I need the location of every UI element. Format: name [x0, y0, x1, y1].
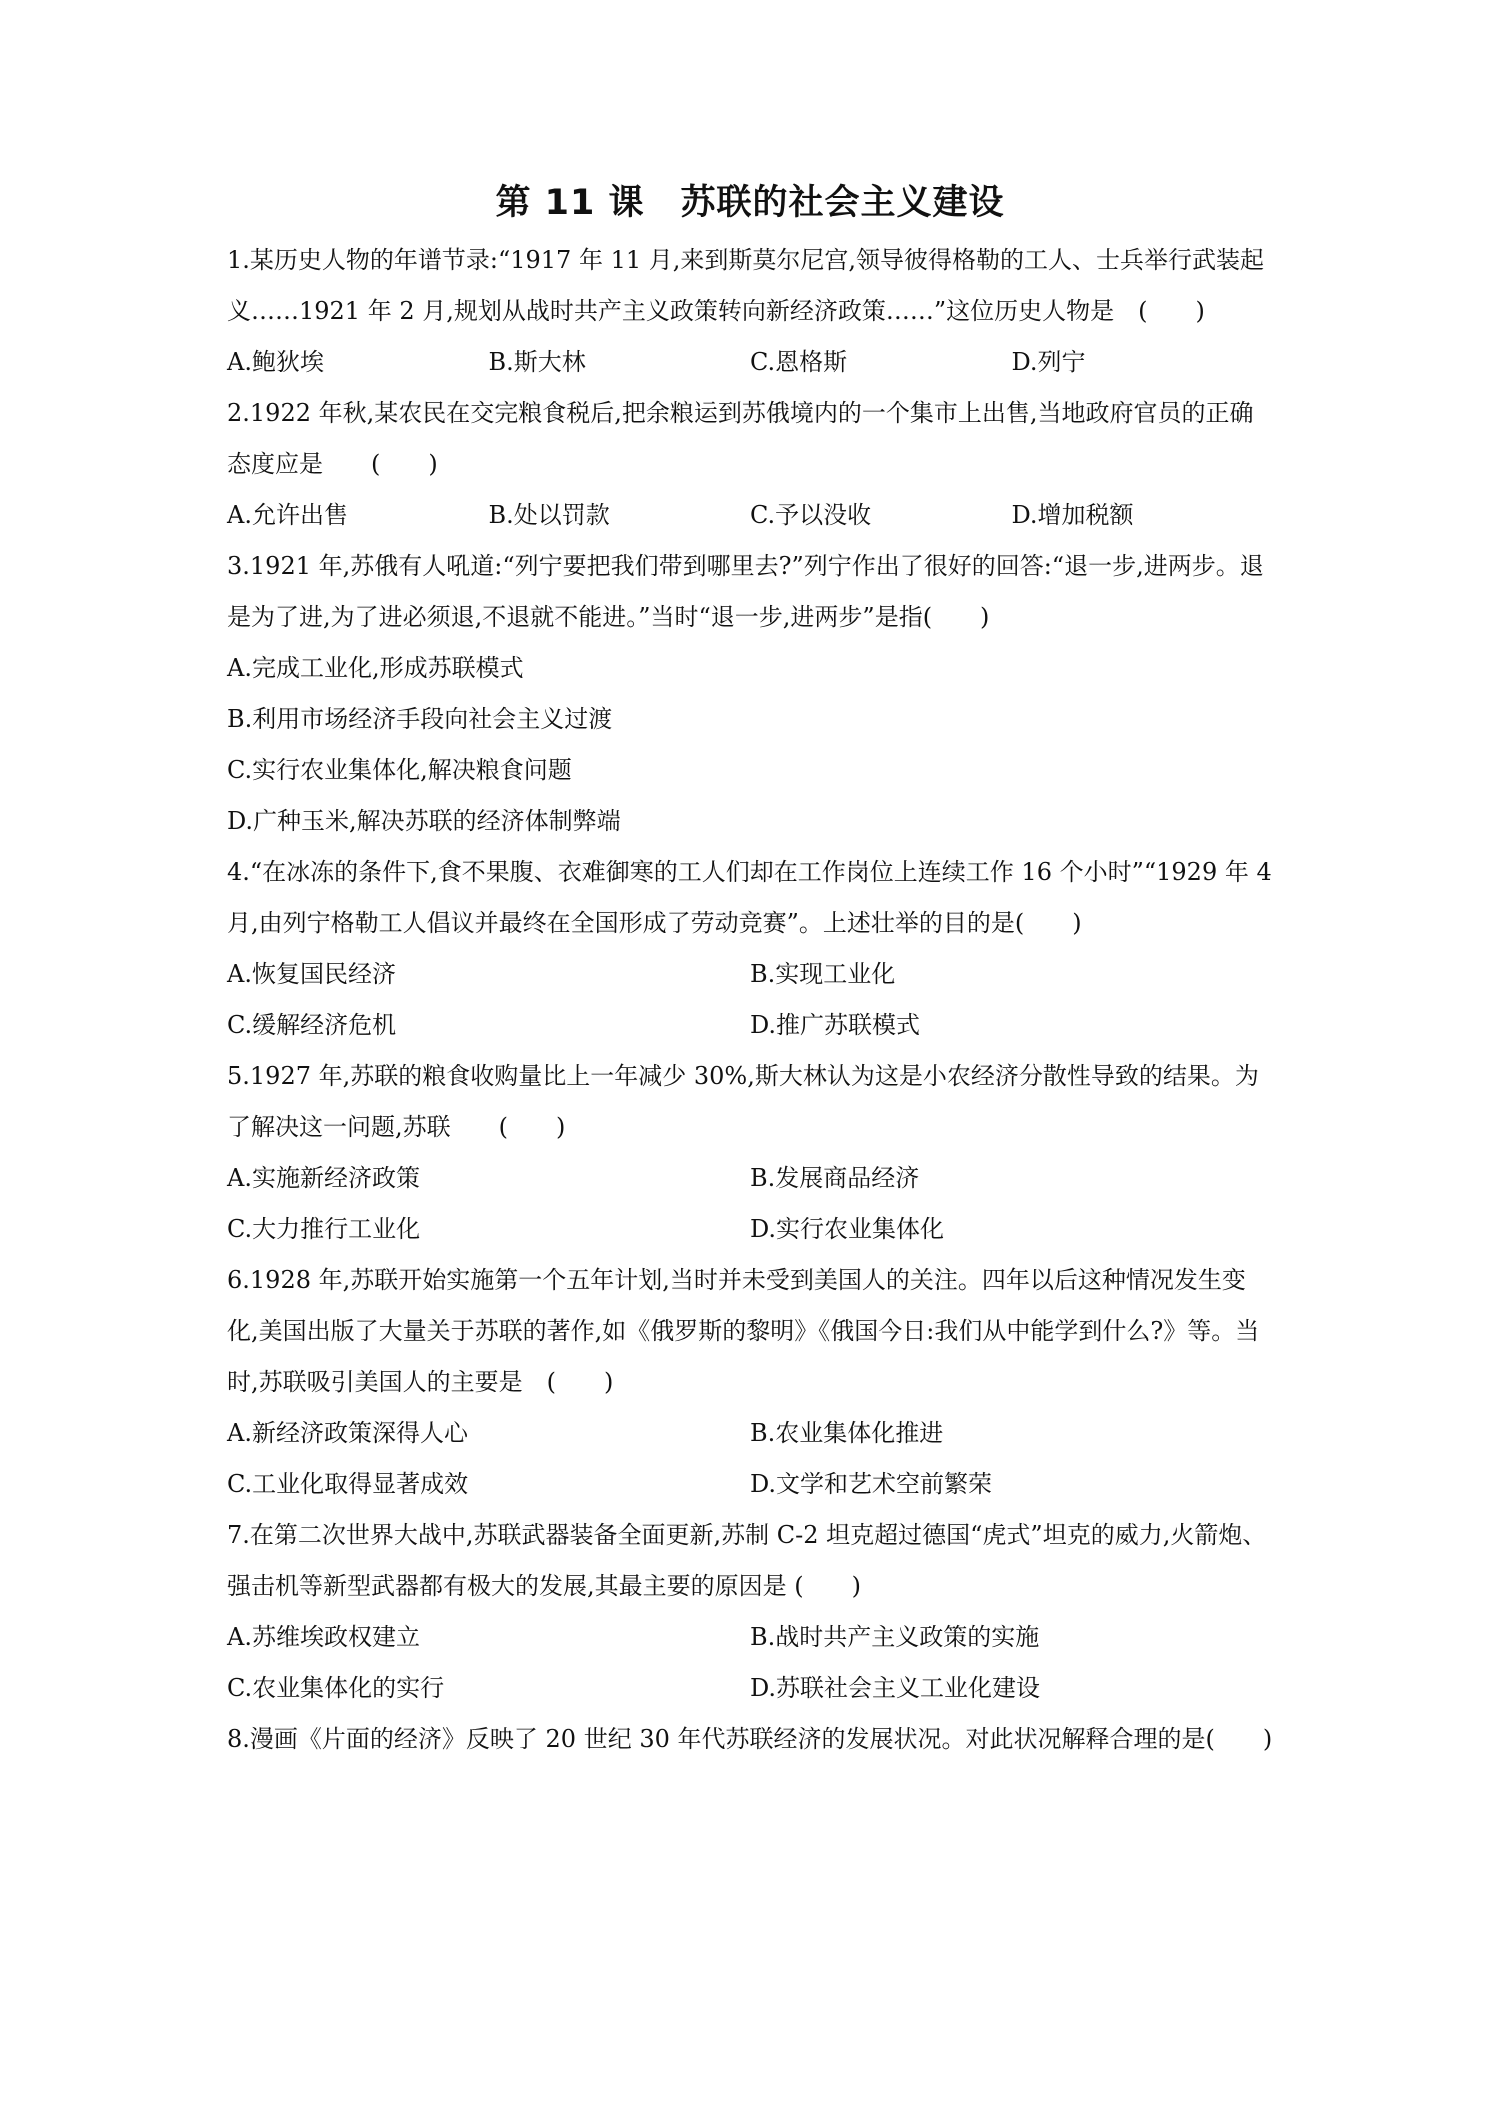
option-c: C.实行农业集体化,解决粮食问题: [227, 756, 572, 784]
option-d: D.增加税额: [1011, 501, 1134, 529]
option-d: D.实行农业集体化: [750, 1215, 945, 1243]
question-text: 4.“在冰冻的条件下,食不果腹、衣难御寒的工人们却在工作岗位上连续工作 16 个小时”“1929 年 4 月,由列宁格勒工人倡议并最终在全国形成了劳动竞赛”。上述壮举的目的是( ): [227, 858, 1272, 937]
option-b: B.发展商品经济: [750, 1164, 920, 1192]
option-b: B.实现工业化: [750, 960, 896, 988]
option-d: D.文学和艺术空前繁荣: [750, 1470, 993, 1498]
page-title: 第 11 课 苏联的社会主义建设: [495, 183, 1005, 223]
option-d: D.推广苏联模式: [750, 1011, 921, 1039]
option-b: B.战时共产主义政策的实施: [750, 1623, 1040, 1651]
question-6: [227, 1255, 1273, 1510]
options-grid: [227, 1408, 1273, 1510]
option-b: B.利用市场经济手段向社会主义过渡: [227, 705, 613, 733]
question-text: 2.1922 年秋,某农民在交完粮食税后,把余粮运到苏俄境内的一个集市上出售,当地政府官员的正确态度应是 ( ): [227, 399, 1254, 478]
option-c: C.予以没收: [750, 501, 872, 529]
option-a: A.鲍狄埃: [227, 348, 324, 376]
option-b: B.斯大林: [488, 348, 586, 376]
option-a: A.新经济政策深得人心: [227, 1419, 468, 1447]
question-7: [227, 1510, 1273, 1714]
option-c: C.缓解经济危机: [227, 1011, 397, 1039]
option-a: A.完成工业化,形成苏联模式: [227, 654, 524, 682]
option-c: C.大力推行工业化: [227, 1215, 421, 1243]
question-text: 1.某历史人物的年谱节录:“1917 年 11 月,来到斯莫尔尼宫,领导彼得格勒的工人、士兵举行武装起义……1921 年 2 月,规划从战时共产主义政策转向新经济政策……”这位历史人物是 ( ): [227, 246, 1265, 325]
options-list: [227, 643, 1273, 847]
options-row: [227, 337, 1273, 388]
question-text: 5.1927 年,苏联的粮食收购量比上一年减少 30%,斯大林认为这是小农经济分散性导致的结果。为了解决这一问题,苏联 ( ): [227, 1062, 1259, 1141]
question-text: 8.漫画《片面的经济》反映了 20 世纪 30 年代苏联经济的发展状况。对此状况解释合理的是( ): [227, 1725, 1273, 1753]
option-c: C.农业集体化的实行: [227, 1674, 445, 1702]
option-c: C.工业化取得显著成效: [227, 1470, 469, 1498]
option-d: D.广种玉米,解决苏联的经济体制弊端: [227, 807, 621, 835]
option-a: A.苏维埃政权建立: [227, 1623, 420, 1651]
question-text: 7.在第二次世界大战中,苏联武器装备全面更新,苏制 C-2 坦克超过德国“虎式”坦克的威力,火箭炮、强击机等新型武器都有极大的发展,其最主要的原因是 ( ): [227, 1521, 1267, 1600]
option-a: A.恢复国民经济: [227, 960, 396, 988]
option-a: A.实施新经济政策: [227, 1164, 420, 1192]
option-d: D.列宁: [1011, 348, 1086, 376]
option-a: A.允许出售: [227, 501, 348, 529]
question-5: [227, 1051, 1273, 1255]
option-b: B.农业集体化推进: [750, 1419, 944, 1447]
question-4: [227, 847, 1273, 1051]
question-3: [227, 541, 1273, 847]
option-b: B.处以罚款: [488, 501, 610, 529]
options-grid: [227, 1612, 1273, 1714]
question-text: 3.1921 年,苏俄有人吼道:“列宁要把我们带到哪里去?”列宁作出了很好的回答:“退一步,进两步。退是为了进,为了进必须退,不退就不能进。”当时“退一步,进两步”是指( ): [227, 552, 1264, 631]
options-row: [227, 490, 1273, 541]
options-grid: [227, 949, 1273, 1051]
question-1: [227, 235, 1273, 388]
options-grid: [227, 1153, 1273, 1255]
question-text: 6.1928 年,苏联开始实施第一个五年计划,当时并未受到美国人的关注。四年以后这种情况发生变化,美国出版了大量关于苏联的著作,如《俄罗斯的黎明》《俄国今日:我们从中能学到什么?》等。当时,苏联吸引美国人的主要是 ( ): [227, 1266, 1260, 1396]
question-8: [227, 1714, 1273, 1765]
option-d: D.苏联社会主义工业化建设: [750, 1674, 1041, 1702]
option-c: C.恩格斯: [750, 348, 848, 376]
question-2: [227, 388, 1273, 541]
